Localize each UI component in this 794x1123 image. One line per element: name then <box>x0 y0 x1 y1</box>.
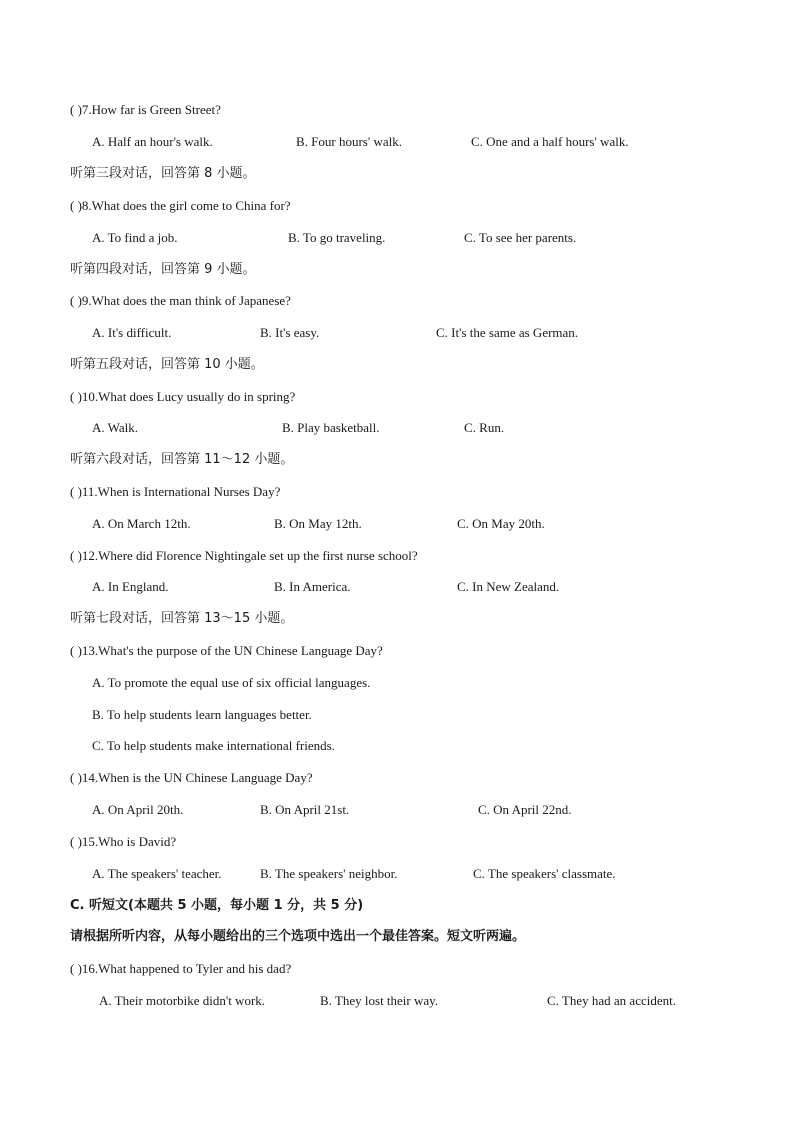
q14-option-a: A. On April 20th. <box>92 802 184 817</box>
q12-option-b: B. In America. <box>274 579 351 594</box>
q11-option-b: B. On May 12th. <box>274 516 362 531</box>
instruction-dialog-3: 听第三段对话，回答第 8 小题。 <box>70 166 256 181</box>
q10-option-b: B. Play basketball. <box>282 420 380 435</box>
q14-option-c: C. On April 22nd. <box>478 802 572 817</box>
q13-option-a: A. To promote the equal use of six official languages. <box>92 675 371 690</box>
question-12: ( )12.Where did Florence Nightingale set up the first nurse school? <box>70 548 418 563</box>
q10-option-c: C. Run. <box>464 420 505 435</box>
q13-option-c: C. To help students make international friends. <box>92 738 335 753</box>
question-13: ( )13.What's the purpose of the UN Chinese Language Day? <box>70 643 383 658</box>
q12-option-a: A. In England. <box>92 579 169 594</box>
q15-option-a: A. The speakers' teacher. <box>92 866 222 881</box>
question-8: ( )8.What does the girl come to China for? <box>70 198 291 213</box>
q9-option-a: A. It's difficult. <box>92 325 172 340</box>
q8-option-b: B. To go traveling. <box>288 230 386 245</box>
question-15: ( )15.Who is David? <box>70 834 177 849</box>
q16-option-a: A. Their motorbike didn't work. <box>99 993 266 1008</box>
q11-option-c: C. On May 20th. <box>457 516 545 531</box>
question-7: ( )7.How far is Green Street? <box>70 102 221 117</box>
q12-option-c: C. In New Zealand. <box>457 579 560 594</box>
q15-option-c: C. The speakers' classmate. <box>473 866 616 881</box>
instruction-dialog-6: 听第六段对话，回答第 11～12 小题。 <box>70 452 294 467</box>
question-9: ( )9.What does the man think of Japanese? <box>70 293 291 308</box>
q10-option-a: A. Walk. <box>92 420 139 435</box>
section-c-heading: C. 听短文(本题共 5 小题，每小题 1 分，共 5 分) <box>70 898 364 913</box>
q9-option-b: B. It's easy. <box>260 325 320 340</box>
q7-option-c: C. One and a half hours' walk. <box>471 134 629 149</box>
q8-option-c: C. To see her parents. <box>464 230 577 245</box>
q9-option-c: C. It's the same as German. <box>436 325 579 340</box>
question-14: ( )14.When is the UN Chinese Language Day? <box>70 770 313 785</box>
q16-option-b: B. They lost their way. <box>320 993 439 1008</box>
instruction-dialog-4: 听第四段对话，回答第 9 小题。 <box>70 262 256 277</box>
q7-option-a: A. Half an hour's walk. <box>92 134 213 149</box>
instruction-dialog-7: 听第七段对话，回答第 13～15 小题。 <box>70 611 294 626</box>
q7-option-b: B. Four hours' walk. <box>296 134 402 149</box>
q15-option-b: B. The speakers' neighbor. <box>260 866 398 881</box>
q16-option-c: C. They had an accident. <box>547 993 676 1008</box>
q13-option-b: B. To help students learn languages better. <box>92 707 312 722</box>
q8-option-a: A. To find a job. <box>92 230 178 245</box>
question-11: ( )11.When is International Nurses Day? <box>70 484 281 499</box>
question-10: ( )10.What does Lucy usually do in spring? <box>70 389 296 404</box>
q11-option-a: A. On March 12th. <box>92 516 191 531</box>
question-16: ( )16.What happened to Tyler and his dad? <box>70 961 292 976</box>
instruction-dialog-5: 听第五段对话，回答第 10 小题。 <box>70 357 264 372</box>
q14-option-b: B. On April 21st. <box>260 802 350 817</box>
section-c-instruction: 请根据所听内容，从每小题给出的三个选项中选出一个最佳答案。短文听两遍。 <box>70 929 526 944</box>
